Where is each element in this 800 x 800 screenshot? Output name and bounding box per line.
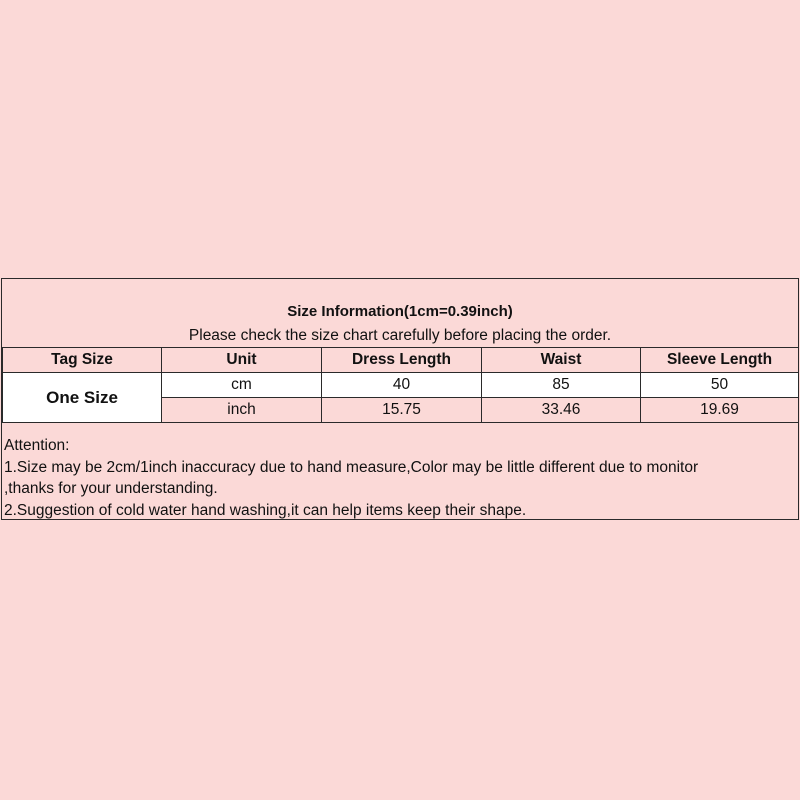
header-waist: Waist [482, 348, 641, 373]
unit-cell: cm [162, 373, 322, 398]
unit-cell: inch [162, 398, 322, 423]
attention-line-3: 2.Suggestion of cold water hand washing,it can help items keep their shape. [4, 501, 527, 519]
attention-heading: Attention: [4, 437, 70, 454]
table-row [3, 373, 799, 398]
size-chart-sheet [1, 278, 799, 520]
attention-notes [4, 435, 798, 521]
dress-length-cell: 15.75 [322, 398, 482, 423]
header-tag-size: Tag Size [3, 348, 162, 373]
header-unit: Unit [162, 348, 322, 373]
table-header-row [3, 348, 799, 373]
size-chart-subtitle: Please check the size chart carefully before placing the order. [188, 327, 612, 344]
waist-cell: 33.46 [482, 398, 641, 423]
sleeve-length-cell: 19.69 [641, 398, 799, 423]
sleeve-length-cell: 50 [641, 373, 799, 398]
dress-length-cell: 40 [322, 373, 482, 398]
header-dress-length: Dress Length [322, 348, 482, 373]
size-chart-title: Size Information(1cm=0.39inch) [287, 303, 513, 320]
attention-line-1: 1.Size may be 2cm/1inch inaccuracy due to hand measure,Color may be little different due to monitor [4, 458, 699, 476]
size-table [2, 347, 799, 423]
header-sleeve-length: Sleeve Length [641, 348, 799, 373]
tag-size-cell: One Size [3, 373, 162, 423]
attention-line-2: ,thanks for your understanding. [4, 480, 218, 497]
size-chart-header [2, 279, 798, 348]
waist-cell: 85 [482, 373, 641, 398]
